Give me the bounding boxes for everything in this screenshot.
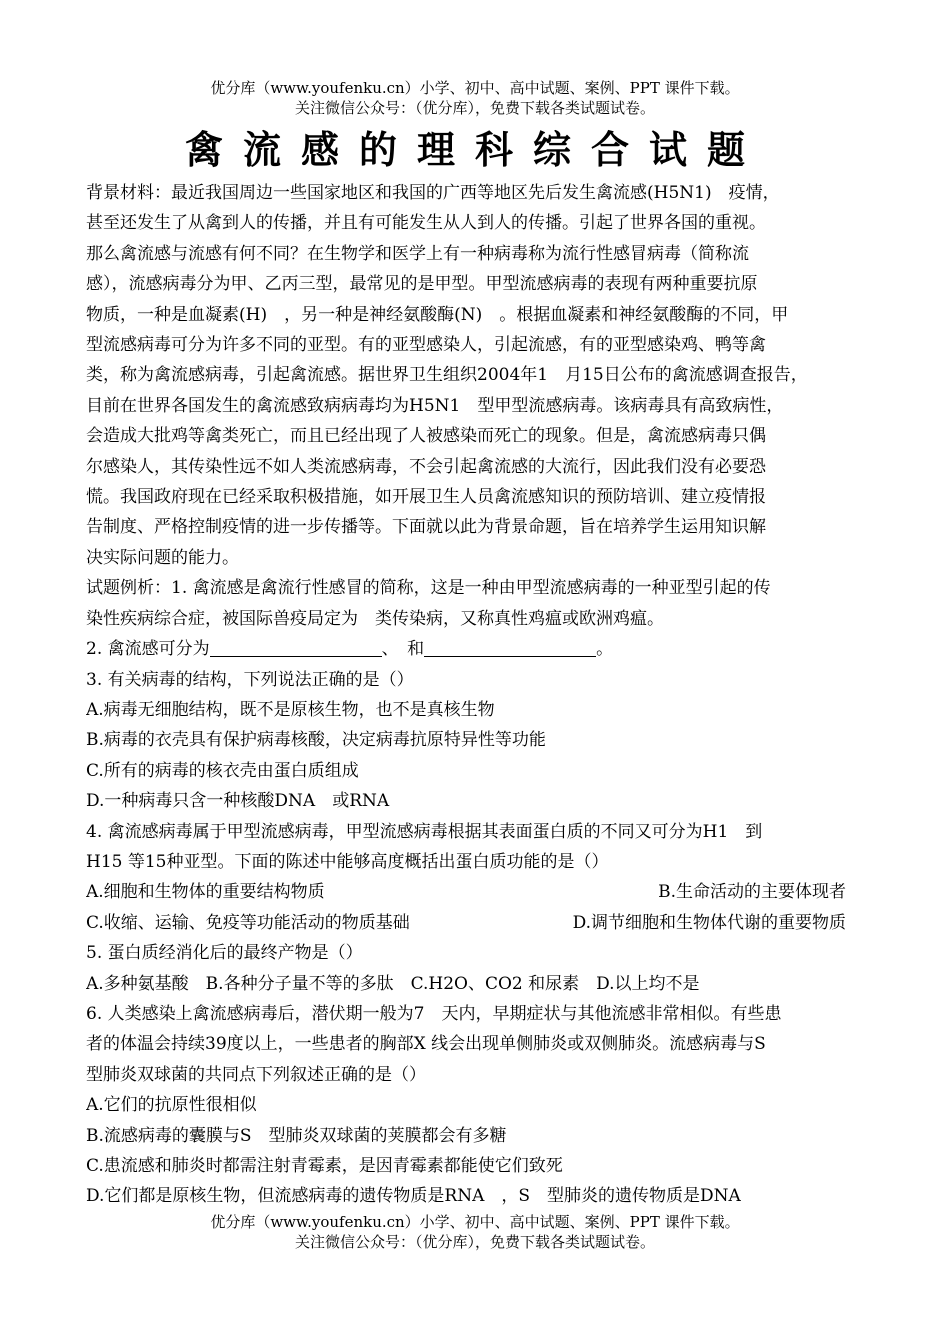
background-line: 尔感染人，其传染性远不如人类流感病毒，不会引起禽流感的大流行，因此我们没有必要恐 [86, 456, 766, 477]
question-3-option-a: A.病毒无细胞结构，既不是原核生物，也不是真核生物 [86, 699, 495, 720]
background-line: 决实际问题的能力。 [86, 547, 239, 568]
question-3 [86, 665, 886, 817]
question-3-option-d: D.一种病毒只含一种核酸DNA 或RNA [86, 791, 390, 812]
background-line: 感），流感病毒分为甲、乙丙三型，最常见的是甲型。甲型流感病毒的表现有两种重要抗原 [86, 274, 758, 295]
background-line: 会造成大批鸡等禽类死亡，而且已经出现了人被感染而死亡的现象。但是，禽流感病毒只偶 [86, 426, 766, 447]
question-4-option-c: C.收缩、运输、免疫等功能活动的物质基础 [86, 912, 410, 933]
background-line: 目前在世界各国发生的禽流感致病病毒均为H5N1 型甲型流感病毒。该病毒具有高致病性， [86, 395, 784, 416]
background-line: 甚至还发生了从禽到人的传播，并且有可能发生从人到人的传播。引起了世界各国的重视。 [86, 213, 766, 234]
question-2-prefix: 2. 禽流感可分为 [86, 639, 210, 660]
footer-line-2: 关注微信公众号：（优分库），免费下载各类试题试卷。 [294, 1233, 655, 1251]
question-3-option-b: B.病毒的衣壳具有保护病毒核酸，决定病毒抗原特异性等功能 [86, 730, 546, 751]
question-2 [86, 634, 886, 664]
background-section [86, 178, 886, 573]
question-4-stem-line: 4. 禽流感病毒属于甲型流感病毒，甲型流感病毒根据其表面蛋白质的不同又可分为H1 到 [86, 821, 763, 842]
question-4 [86, 817, 886, 939]
question-5 [86, 938, 886, 999]
background-line: 慌。我国政府现在已经采取积极措施，如开展卫生人员禽流感知识的预防培训、建立疫情报 [86, 487, 766, 508]
question-4-option-a: A.细胞和生物体的重要结构物质 [86, 882, 325, 903]
background-line: 型流感病毒可分为许多不同的亚型。有的亚型感染人，引起流感，有的亚型感染鸡、鸭等禽 [86, 335, 766, 356]
header-line-1: 优分库（www.youfenku.cn）小学、初中、高中试题、案例、PPT 课件下载。 [210, 79, 740, 97]
question-4-stem-line: H15 等15种亚型。下面的陈述中能够高度概括出蛋白质功能的是（） [86, 851, 609, 872]
question-6-option-a: A.它们的抗原性很相似 [86, 1095, 257, 1116]
page-title: 禽流感的理科综合试题 [184, 127, 765, 172]
question-1-line: 试题例析：1. 禽流感是禽流行性感冒的简称，这是一种由甲型流感病毒的一种亚型引起的传 [86, 578, 771, 599]
question-6-option-c: C.患流感和肺炎时都需注射青霉素，是因青霉素都能使它们致死 [86, 1156, 563, 1176]
question-6-option-d: D.它们都是原核生物，但流感病毒的遗传物质是RNA ，S 型肺炎的遗传物质是DNA [86, 1186, 741, 1207]
question-6-stem-line: 者的体温会持续39度以上，一些患者的胸部X 线会出现单侧肺炎或双侧肺炎。流感病毒与S [86, 1034, 766, 1055]
background-line: 告制度、严格控制疫情的进一步传播等。下面就以此为背景命题，旨在培养学生运用知识解 [86, 517, 766, 538]
background-line: 类，称为禽流感病毒，引起禽流感。据世界卫生组织2004年1 月15日公布的禽流感调查报告， [86, 365, 808, 386]
question-6-option-b: B.流感病毒的囊膜与S 型肺炎双球菌的荚膜都会有多糖 [86, 1125, 507, 1146]
header-line-2: 关注微信公众号：（优分库），免费下载各类试题试卷。 [294, 99, 655, 117]
question-5-stem: 5. 蛋白质经消化后的最终产物是（） [86, 943, 363, 964]
answer-blank-1[interactable] [210, 638, 382, 657]
question-3-option-c: C.所有的病毒的核衣壳由蛋白质组成 [86, 760, 359, 781]
question-6-stem-line: 型肺炎双球菌的共同点下列叙述正确的是（） [86, 1064, 426, 1085]
question-6-stem-line: 6. 人类感染上禽流感病毒后，潜伏期一般为7 天内，早期症状与其他流感非常相似。有些患 [86, 1003, 782, 1024]
answer-blank-2[interactable] [424, 638, 596, 657]
document-body [86, 178, 886, 1212]
question-2-mid: 、 和 [381, 639, 425, 660]
background-line: 那么禽流感与流感有何不同？在生物学和医学上有一种病毒称为流行性感冒病毒（简称流 [86, 243, 749, 264]
background-line: 背景材料：最近我国周边一些国家地区和我国的广西等地区先后发生禽流感(H5N1) 疫情， [86, 183, 780, 203]
question-4-option-d: D.调节细胞和生物体代谢的重要物质 [572, 912, 846, 933]
question-6 [86, 999, 886, 1212]
question-2-suffix: 。 [596, 639, 614, 660]
question-1 [86, 573, 886, 634]
question-1-line: 染性疾病综合症，被国际兽疫局定为 类传染病，又称真性鸡瘟或欧洲鸡瘟。 [86, 608, 664, 629]
background-line: 物质，一种是血凝素(H) ，另一种是神经氨酸酶(N) 。根据血凝素和神经氨酸酶的不同，甲 [86, 304, 789, 325]
question-4-option-b: B.生命活动的主要体现者 [658, 882, 846, 903]
question-3-stem: 3. 有关病毒的结构，下列说法正确的是（） [86, 669, 414, 690]
footer-line-1: 优分库（www.youfenku.cn）小学、初中、高中试题、案例、PPT 课件下载。 [210, 1213, 740, 1231]
question-5-options: A.多种氨基酸 B.各种分子量不等的多肽 C.H2O、CO2 和尿素 D.以上均不是 [86, 973, 700, 994]
